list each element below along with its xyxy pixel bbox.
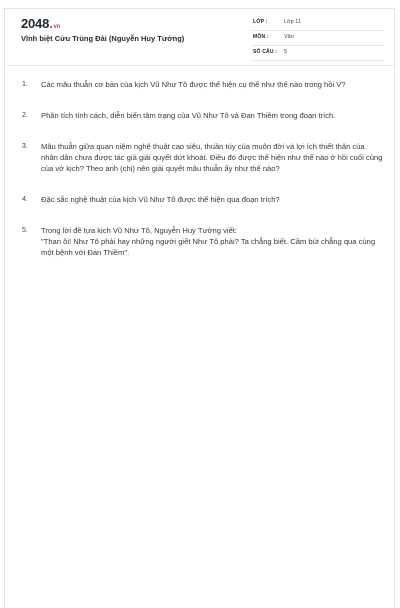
- worksheet-header: [5, 9, 394, 65]
- question-item: [21, 141, 383, 174]
- meta-label-class: LỚP :: [253, 19, 268, 25]
- question-text: Trong lời đề tựa kịch Vũ Như Tô, Nguyễn Huy Tưởng viết:: [41, 226, 238, 235]
- question-text: Phân tích tính cách, diễn biến tâm trạng của Vũ Như Tô và Đan Thiềm trong đoạn trích.: [41, 111, 336, 120]
- site-logo[interactable]: [21, 16, 60, 31]
- question-text: Đặc sắc nghệ thuật của kịch Vũ Như Tô được thể hiện qua đoạn trích?: [41, 195, 280, 204]
- meta-value-count: 5: [284, 49, 288, 55]
- question-item: [21, 225, 383, 258]
- question-number: 3.: [22, 143, 28, 150]
- meta-row-count: [252, 47, 384, 61]
- question-number: 4.: [22, 196, 28, 203]
- worksheet-page: [4, 8, 395, 608]
- question-item: [21, 79, 383, 90]
- question-text: Mâu thuẫn giữa quan niệm nghệ thuật cao siêu, thuần túy của muôn đời và lợi ích thiết thân của nhân dân chưa được tác giả giải quyết dứt khoát. Điều đó được thể hiện như thế nào ở hồi cuối cùng của vở kịch? Theo anh (chị) nên giải quyết mâu thuẫn ấy như thế nào?: [41, 142, 383, 173]
- logo-suffix: vn: [53, 24, 61, 30]
- meta-row-class: [252, 17, 384, 31]
- meta-info: [252, 17, 384, 62]
- question-number: 2.: [22, 112, 28, 119]
- page-title: Vĩnh biệt Cửu Trùng Đài (Nguyễn Huy Tưởng): [21, 34, 185, 43]
- meta-value-class: Lớp 11: [284, 19, 301, 25]
- meta-value-subject: Văn: [284, 34, 294, 40]
- logo-text: 2048: [21, 16, 50, 31]
- header-divider: [5, 65, 394, 66]
- question-number: 5.: [22, 227, 28, 234]
- question-quote: "Than ôi! Như Tô phải hay những người giết Như Tô phải? Ta chẳng biết. Cầm bút chẳng qua cùng một bệnh với Đan Thiềm".: [41, 237, 376, 257]
- question-item: [21, 194, 383, 205]
- meta-label-subject: MÔN :: [253, 34, 269, 40]
- meta-label-count: SỐ CÂU :: [253, 49, 278, 55]
- question-number: 1.: [22, 81, 28, 88]
- logo-dot: .: [49, 16, 53, 31]
- question-list: [21, 79, 383, 278]
- question-text: Các mâu thuẫn cơ bản của kịch Vũ Như Tô được thể hiện cụ thể như thế nào trong hồi V?: [41, 80, 346, 89]
- meta-row-subject: [252, 32, 384, 46]
- question-item: [21, 110, 383, 121]
